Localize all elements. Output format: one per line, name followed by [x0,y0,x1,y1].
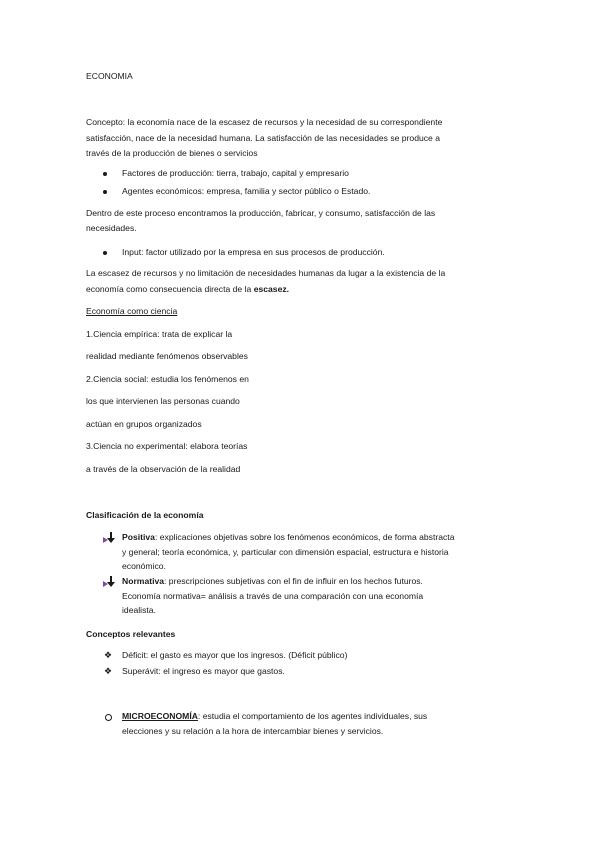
proceso-line-1: Dentro de este proceso encontramos la producción, fabricar, y consumo, satisfacción de las [86,208,436,218]
concepto-deficit: Déficit: el gasto es mayor que los ingresos. (Déficit público) [122,650,348,660]
concepto-line-2: satisfacción, nace de la necesidad humana. La satisfacción de las necesidades se produce a [86,133,441,143]
bullet-dot-icon [103,247,107,258]
normativa-line-1: Normativa: prescripciones subjetivas con el fin de influir en los hechos futuros. [122,576,423,586]
positiva-line-2: y general; teoría económica, y, particular con dimensión espacial, estructura e historia [122,547,449,557]
concepto-line-3: través de la producción de bienes o servicios [86,148,258,158]
escasez-line-2: economía como consecuencia directa de la escasez. [86,284,290,294]
diamond-bullet-icon: ❖ [104,666,113,676]
micro-line-1: MICROECONOMÍA: estudia el comportamiento de los agentes individuales, sus [122,711,428,721]
concepto-superavit: Superávit: el ingreso es mayor que gastos. [122,666,285,676]
ciencia-line: realidad mediante fenómenos observables [86,351,248,361]
proceso-line-2: necesidades. [86,223,137,233]
ciencia-heading: Economía como ciencia [86,306,178,316]
diamond-bullet-icon: ❖ [104,650,113,660]
micro-line-2: elecciones y su relación a la hora de intercambiar bienes y servicios. [122,726,384,736]
concepto-line-1: Concepto: la economía nace de la escasez de recursos y la necesidad de su correspondiente [86,117,443,127]
arrow-bullet-icon [103,576,115,587]
ciencia-line: 2.Ciencia social: estudia los fenómenos en [86,374,249,384]
conceptos-heading: Conceptos relevantes [86,629,176,639]
ciencia-line: a través de la observación de la realidad [86,464,241,474]
normativa-line-3: idealista. [122,605,156,615]
bullet-input: Input: factor utilizado por la empresa en sus procesos de producción. [122,247,385,257]
ciencia-line: actúan en grupos organizados [86,419,202,429]
ciencia-line: los que intervienen las personas cuando [86,396,240,406]
ciencia-line: 1.Ciencia empírica: trata de explicar la [86,329,233,339]
bullet-agentes: Agentes económicos: empresa, familia y sector público o Estado. [122,186,371,196]
positiva-line-3: económico. [122,561,166,571]
escasez-line-1: La escasez de recursos y no limitación de necesidades humanas da lugar a la existencia de la [86,268,446,278]
bullet-dot-icon [103,168,107,179]
doc-title: ECONOMIA [86,71,133,81]
normativa-line-2: Economía normativa= análisis a través de una comparación con una economía [122,591,424,601]
clasificacion-heading: Clasificación de la economía [86,510,204,520]
ciencia-line: 3.Ciencia no experimental: elabora teorías [86,441,248,451]
positiva-line-1: Positiva: explicaciones objetivas sobre los fenómenos económicos, de forma abstracta [122,532,455,542]
arrow-bullet-icon [103,532,115,543]
circle-bullet-icon [105,714,112,721]
bullet-dot-icon [103,186,107,197]
bullet-factores: Factores de producción: tierra, trabajo, capital y empresario [122,168,349,178]
